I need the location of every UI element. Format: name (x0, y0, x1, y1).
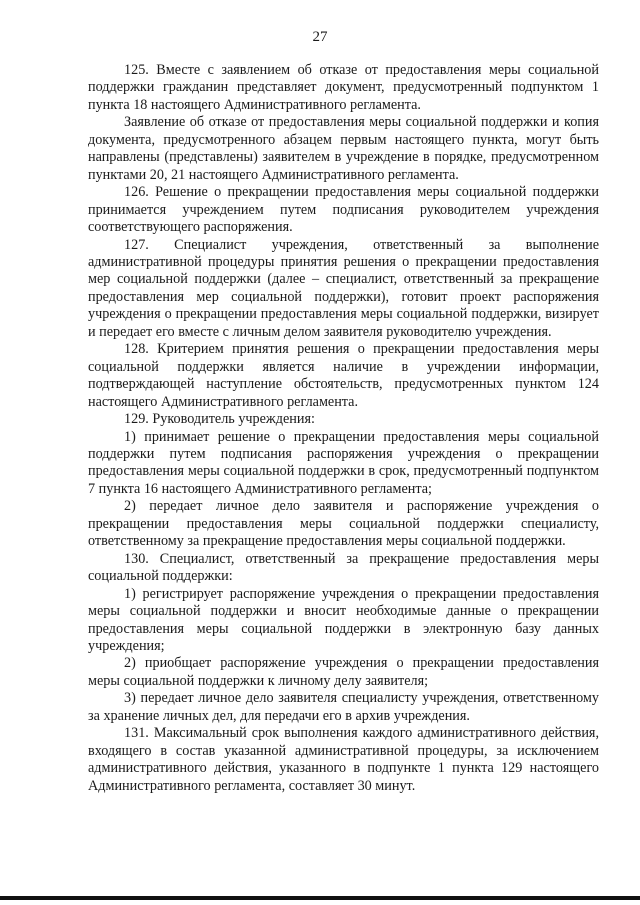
paragraph-127: 127. Специалист учреждения, ответственный за выполнение административной процедуры принятия решения о прекращении предоставления мер социальной поддержки (далее – специалист, ответственный за прекращение предоставления мер социальной поддержки), готовит проект распоряжения учреждения о прекращении предоставления меры социальной поддержки, визирует и передает его вместе с личным делом заявителя руководителю учреждения. (88, 236, 599, 340)
document-body (88, 62, 599, 795)
paragraph-130-item-1: 1) регистрирует распоряжение учреждения о прекращении предоставления меры социальной поддержки и вносит необходимые данные о прекращении предоставления меры социальной поддержки в электронную базу данных учреждения; (88, 585, 599, 654)
paragraph-126: 126. Решение о прекращении предоставления меры социальной поддержки принимается учреждением путем подписания руководителем учреждения соответствующего распоряжения. (88, 184, 599, 236)
scan-bottom-edge (0, 896, 640, 900)
paragraph-130-item-2: 2) приобщает распоряжение учреждения о прекращении предоставления меры социальной поддержки к личному делу заявителя; (88, 655, 599, 689)
paragraph-128: 128. Критерием принятия решения о прекращении предоставления меры социальной поддержки является наличие в учреждении информации, подтверждающей наступление обстоятельств, предусмотренных пунктом 124 настоящего Административного регламента. (88, 341, 599, 410)
page-number: 27 (312, 29, 328, 45)
paragraph-129-item-2: 2) передает личное дело заявителя и распоряжение учреждения о прекращении предоставления меры социальной поддержки специалисту, ответственному за прекращение предоставления меры социальной поддержки. (88, 498, 599, 550)
paragraph-125: 125. Вместе с заявлением об отказе от предоставления меры социальной поддержки гражданин представляет документ, предусмотренный подпунктом 1 пункта 18 настоящего Административного регламента. (88, 62, 599, 113)
paragraph-130-item-3: 3) передает личное дело заявителя специалисту учреждения, ответственному за хранение личных дел, для передачи его в архив учреждения. (88, 690, 599, 724)
paragraph-129: 129. Руководитель учреждения: (124, 411, 315, 428)
paragraph-129-item-1: 1) принимает решение о прекращении предоставления меры социальной поддержки путем подписания распоряжения учреждения о прекращении предоставления меры социальной поддержки в срок, предусмотренный подпунктом 7 пункта 16 настоящего Административного регламента; (88, 428, 599, 497)
paragraph-131: 131. Максимальный срок выполнения каждого административного действия, входящего в состав указанной административной процедуры, за исключением административного действия, указанного в подпункте 1 пункта 129 настоящего Административного регламента, составляет 30 минут. (88, 725, 599, 794)
paragraph-130: 130. Специалист, ответственный за прекращение предоставления меры социальной поддержки: (88, 550, 599, 585)
paragraph-125-application: Заявление об отказе от предоставления меры социальной поддержки и копия документа, предусмотренного абзацем первым настоящего пункта, могут быть направлены (представлены) заявителем в учреждение в порядке, предусмотренном пунктами 20, 21 настоящего Административного регламента. (88, 114, 599, 183)
